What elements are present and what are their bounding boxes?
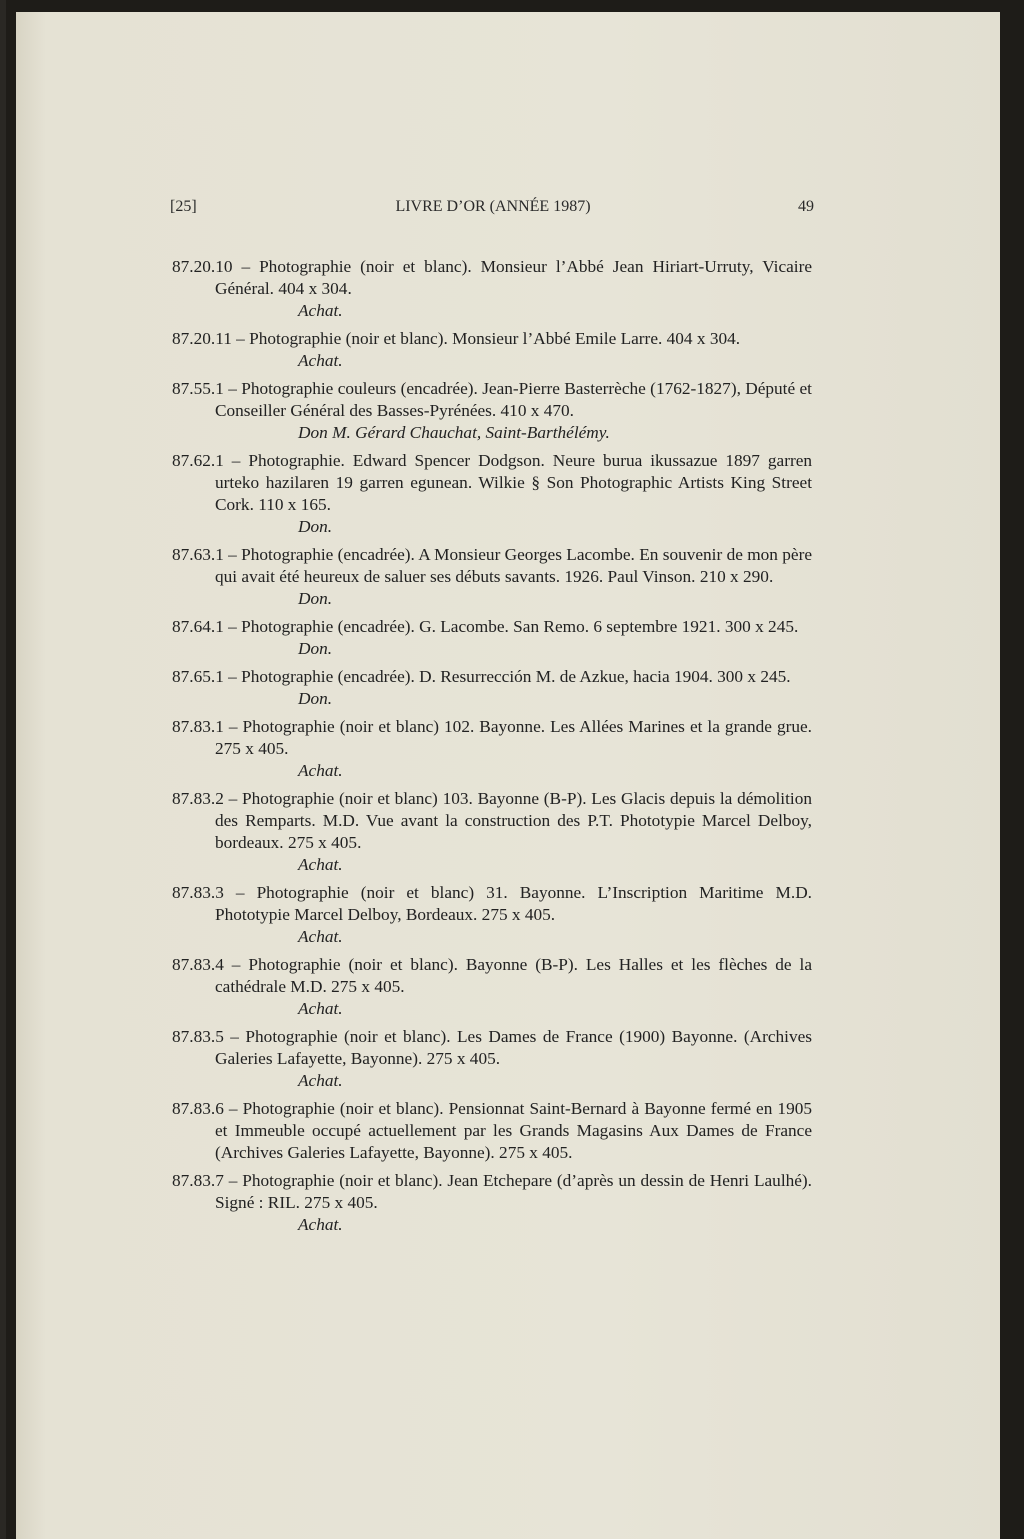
entry-description: 87.55.1 – Photographie couleurs (encadrée). Jean-Pierre Basterrèche (1762-1827), Député et Conseiller Général des Basses-Pyrénées. 410 x 470. — [172, 379, 812, 420]
entry-text: Photographie (noir et blanc). Les Dames de France (1900) Bayonne. (Archives Galeries Lafayette, Bayonne). 275 x 405. — [215, 1027, 812, 1068]
entry-acquisition-source: Don. — [298, 639, 333, 658]
entry-description: 87.20.11 – Photographie (noir et blanc). Monsieur l’Abbé Emile Larre. 404 x 304. — [172, 329, 741, 348]
entry-reference: 87.64.1 — [172, 617, 224, 636]
catalog-entry — [172, 1170, 812, 1236]
entry-text: Photographie (noir et blanc) 31. Bayonne. L’Inscription Maritime M.D. Phototypie Marcel Delboy, Bordeaux. 275 x 405. — [215, 883, 812, 924]
entry-reference: 87.83.7 — [172, 1171, 224, 1190]
entry-text: Photographie (encadrée). G. Lacombe. San Remo. 6 septembre 1921. 300 x 245. — [241, 617, 799, 636]
entry-text: Photographie. Edward Spencer Dodgson. Neure burua ikussazue 1897 garren urteko hazilaren 19 garren egunean. Wilkie § Son Photographic Artists King Street Cork. 110 x 165. — [215, 451, 813, 514]
entry-text: Photographie (noir et blanc). Jean Etchepare (d’après un dessin de Henri Laulhé). Signé : RIL. 275 x 405. — [215, 1171, 813, 1212]
entry-acquisition-source: Don. — [298, 689, 333, 708]
entry-description: 87.83.3 – Photographie (noir et blanc) 31. Bayonne. L’Inscription Maritime M.D. Phototypie Marcel Delboy, Bordeaux. 275 x 405. — [172, 883, 812, 924]
catalog-entry — [172, 666, 812, 710]
running-title: LIVRE D’OR (ANNÉE 1987) — [395, 198, 591, 215]
entry-text: Photographie (encadrée). D. Resurrección M. de Azkue, hacia 1904. 300 x 245. — [241, 667, 791, 686]
catalog-entry — [172, 1026, 812, 1092]
entry-reference: 87.20.11 — [172, 329, 232, 348]
entry-acquisition-source: Don. — [298, 589, 333, 608]
entry-reference: 87.55.1 — [172, 379, 224, 398]
entry-description: 87.83.2 – Photographie (noir et blanc) 103. Bayonne (B-P). Les Glacis depuis la démolition des Remparts. M.D. Vue avant la construction des P.T. Phototypie Marcel Delboy, bordeaux. 275 x 405. — [172, 789, 812, 852]
entry-text: Photographie (noir et blanc). Pensionnat Saint-Bernard à Bayonne fermé en 1905 et Immeuble occupé actuellement par les Grands Magasins Aux Dames de France (Archives Galeries Lafayette, Bayonne). 275 x 405. — [215, 1099, 812, 1162]
entry-acquisition-source: Achat. — [298, 999, 343, 1018]
entry-text: Photographie (noir et blanc). Bayonne (B-P). Les Halles et les flèches de la cathédrale M.D. 275 x 405. — [215, 955, 813, 996]
entry-description: 87.83.7 – Photographie (noir et blanc). Jean Etchepare (d’après un dessin de Henri Laulhé). Signé : RIL. 275 x 405. — [172, 1171, 813, 1212]
entry-description: 87.83.1 – Photographie (noir et blanc) 102. Bayonne. Les Allées Marines et la grande grue. 275 x 405. — [172, 717, 813, 758]
entry-reference: 87.20.10 — [172, 257, 233, 276]
catalog-entry — [172, 450, 812, 538]
entry-text: Photographie (noir et blanc). Monsieur l’Abbé Emile Larre. 404 x 304. — [249, 329, 741, 348]
entry-reference: 87.83.5 — [172, 1027, 224, 1046]
catalog-entry — [172, 882, 812, 948]
entry-reference: 87.83.4 — [172, 955, 224, 974]
page-number: 49 — [798, 198, 814, 215]
entry-reference: 87.83.3 — [172, 883, 224, 902]
entry-reference: 87.62.1 — [172, 451, 224, 470]
book-spine-shadow — [0, 0, 6, 1539]
entry-acquisition-source: Achat. — [298, 1215, 343, 1234]
entry-acquisition-source: Achat. — [298, 927, 343, 946]
entry-acquisition-source: Achat. — [298, 761, 343, 780]
entry-acquisition-source: Achat. — [298, 855, 343, 874]
section-number: [25] — [170, 198, 197, 215]
entry-reference: 87.83.6 — [172, 1099, 224, 1118]
entry-acquisition-source: Don M. Gérard Chauchat, Saint-Barthélémy. — [298, 423, 610, 442]
entry-text: Photographie (encadrée). A Monsieur Georges Lacombe. En souvenir de mon père qui avait été heureux de saluer ses débuts savants. 1926. Paul Vinson. 210 x 290. — [215, 545, 813, 586]
entry-text: Photographie (noir et blanc) 103. Bayonne (B-P). Les Glacis depuis la démolition des Remparts. M.D. Vue avant la construction des P.T. Phototypie Marcel Delboy, bordeaux. 275 x 405. — [215, 789, 812, 852]
catalog-entry — [172, 716, 812, 782]
entry-acquisition-source: Achat. — [298, 301, 343, 320]
entry-text: Photographie (noir et blanc) 102. Bayonne. Les Allées Marines et la grande grue. 275 x 405. — [215, 717, 813, 758]
catalog-entry — [172, 378, 812, 444]
entry-text: Photographie couleurs (encadrée). Jean-Pierre Basterrèche (1762-1827), Député et Conseiller Général des Basses-Pyrénées. 410 x 470. — [215, 379, 812, 420]
entry-acquisition-source: Don. — [298, 517, 333, 536]
entry-description: 87.83.4 – Photographie (noir et blanc). Bayonne (B-P). Les Halles et les flèches de la cathédrale M.D. 275 x 405. — [172, 955, 813, 996]
catalog-entries — [172, 256, 812, 1242]
entry-reference: 87.83.2 — [172, 789, 224, 808]
entry-reference: 87.65.1 — [172, 667, 224, 686]
entry-description: 87.20.10 – Photographie (noir et blanc). Monsieur l’Abbé Jean Hiriart-Urruty, Vicaire Général. 404 x 304. — [172, 257, 813, 298]
entry-acquisition-source: Achat. — [298, 1071, 343, 1090]
entry-description: 87.83.6 – Photographie (noir et blanc). Pensionnat Saint-Bernard à Bayonne fermé en 1905 et Immeuble occupé actuellement par les Grands Magasins Aux Dames de France (Archives Galeries Lafayette, Bayonne). 275 x 405. — [172, 1099, 812, 1162]
catalog-entry — [172, 1098, 812, 1164]
entry-description: 87.62.1 – Photographie. Edward Spencer Dodgson. Neure burua ikussazue 1897 garren urteko hazilaren 19 garren egunean. Wilkie § Son Photographic Artists King Street Cork. 110 x 165. — [172, 451, 813, 514]
catalog-entry — [172, 544, 812, 610]
catalog-entry — [172, 788, 812, 876]
entry-description: 87.65.1 – Photographie (encadrée). D. Resurrección M. de Azkue, hacia 1904. 300 x 245. — [172, 667, 791, 686]
entry-text: Photographie (noir et blanc). Monsieur l’Abbé Jean Hiriart-Urruty, Vicaire Général. 404 x 304. — [215, 257, 813, 298]
catalog-entry — [172, 328, 812, 372]
entry-reference: 87.83.1 — [172, 717, 224, 736]
catalog-entry — [172, 256, 812, 322]
entry-description: 87.83.5 – Photographie (noir et blanc). Les Dames de France (1900) Bayonne. (Archives Galeries Lafayette, Bayonne). 275 x 405. — [172, 1027, 812, 1068]
catalog-entry — [172, 954, 812, 1020]
catalog-entry — [172, 616, 812, 660]
entry-description: 87.64.1 – Photographie (encadrée). G. Lacombe. San Remo. 6 septembre 1921. 300 x 245. — [172, 617, 799, 636]
entry-reference: 87.63.1 — [172, 545, 224, 564]
entry-description: 87.63.1 – Photographie (encadrée). A Monsieur Georges Lacombe. En souvenir de mon père qui avait été heureux de saluer ses débuts savants. 1926. Paul Vinson. 210 x 290. — [172, 545, 813, 586]
entry-acquisition-source: Achat. — [298, 351, 343, 370]
